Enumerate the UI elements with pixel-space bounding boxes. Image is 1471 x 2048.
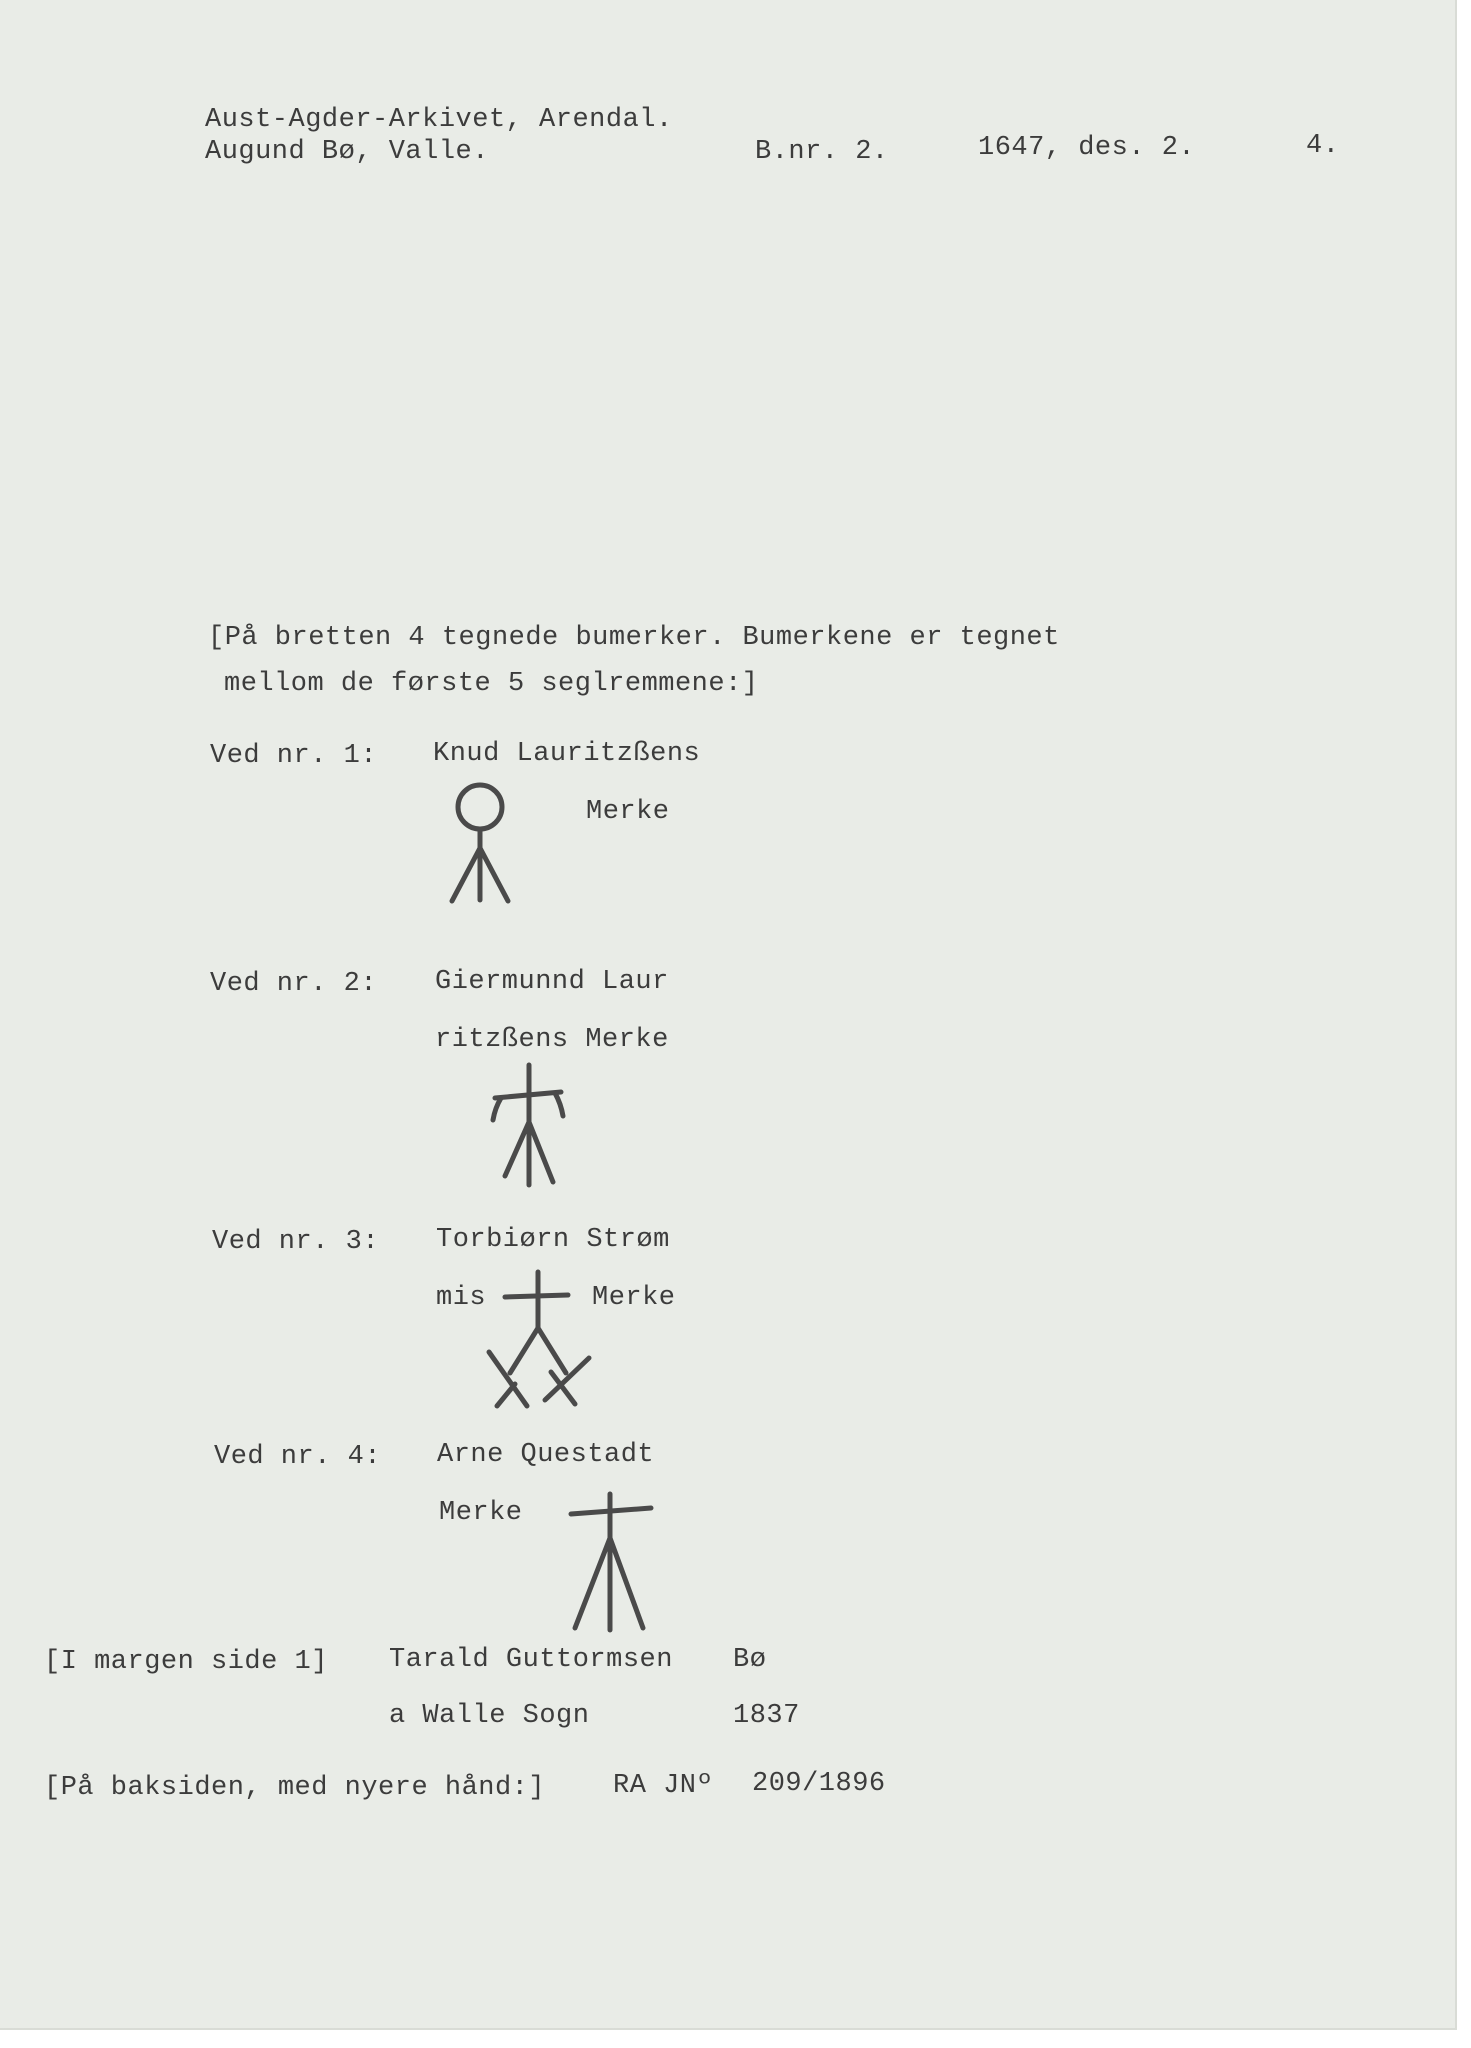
house-mark-4-icon [555,1488,665,1636]
entry-1-label: Ved nr. 1: [210,741,378,771]
entry-4-name: Arne Questadt [437,1440,655,1470]
entry-3-label: Ved nr. 3: [212,1227,380,1257]
margin-note-name: Tarald Guttormsen [389,1645,673,1675]
person-name: Augund Bø, Valle. [205,137,489,167]
entry-1-merke: Merke [586,797,670,827]
margin-note-label: [I margen side 1] [44,1647,328,1677]
margin-note-year: 1837 [733,1701,800,1731]
entry-2-label: Ved nr. 2: [210,969,378,999]
margin-note-parish: a Walle Sogn [389,1701,590,1731]
archive-name: Aust-Agder-Arkivet, Arendal. [205,105,673,135]
entry-1-name: Knud Lauritzßens [433,739,701,769]
entry-3-mis: mis [436,1283,487,1313]
back-note-ref-number: 209/1896 [752,1769,886,1799]
entry-2-name: Giermunnd Laur [435,967,669,997]
entry-4-merke: Merke [439,1498,523,1528]
back-note-label: [På baksiden, med nyere hånd:] [44,1773,546,1803]
margin-note-place: Bø [733,1645,767,1675]
intro-line-1: [På bretten 4 tegnede bumerker. Bumerkene er tegnet [208,623,1060,653]
entry-4-label: Ved nr. 4: [214,1442,382,1472]
page-number: 4. [1306,131,1340,161]
intro-line-2: mellom de første 5 seglremmene:] [224,669,759,699]
entry-3-name: Torbiørn Strøm [436,1225,670,1255]
back-note-ref-prefix: RA JNº [613,1771,714,1801]
entry-2-merke: ritzßens Merke [435,1025,669,1055]
house-mark-2-icon [487,1060,567,1190]
house-mark-1-icon [440,780,520,905]
bnr: B.nr. 2. [755,137,889,167]
document-date: 1647, des. 2. [978,133,1196,163]
entry-3-merke: Merke [592,1283,676,1313]
house-mark-3-icon [475,1268,600,1413]
